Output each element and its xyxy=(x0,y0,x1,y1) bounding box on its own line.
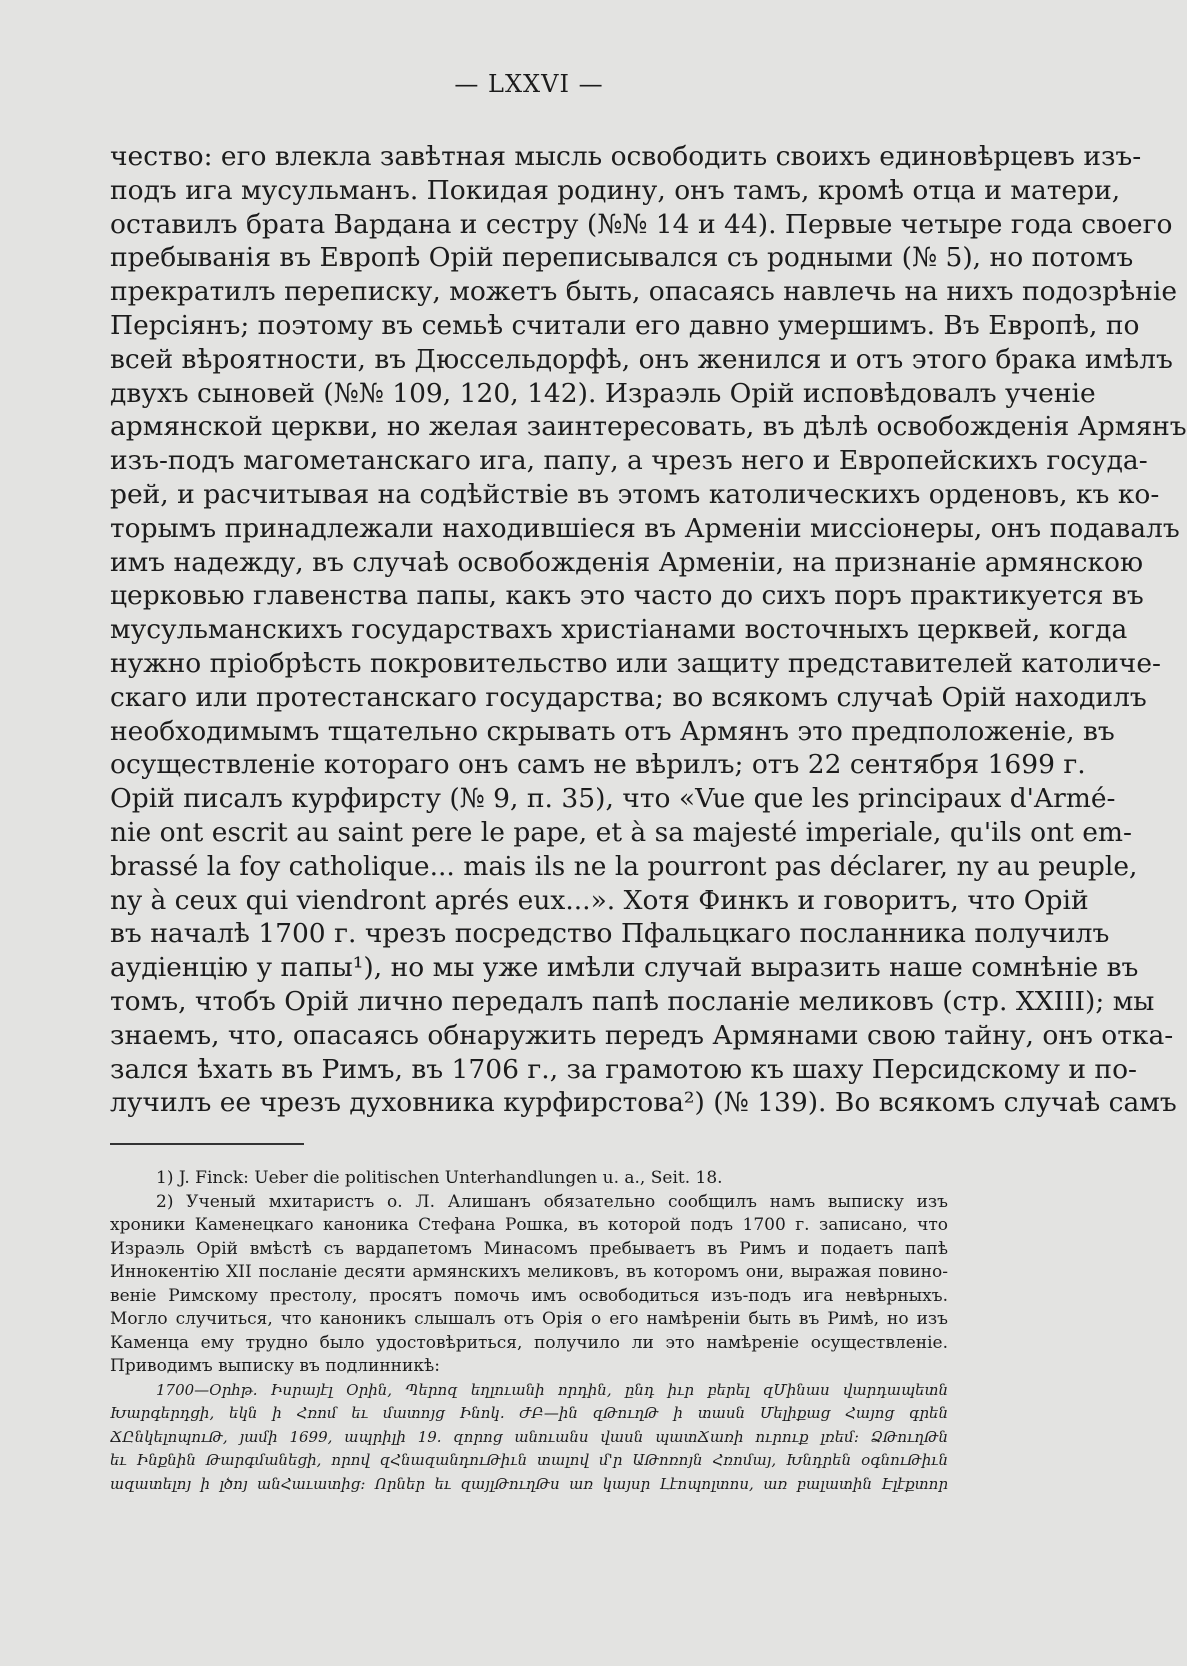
footnote-2-line: Иннокентію XII посланіе десяти армянскихъ меликовъ, въ которомъ они, выражая повино- xyxy=(110,1262,948,1283)
body-line: скаго или протестанскаго государства; во всякомъ случаѣ Орій находилъ xyxy=(110,681,1147,713)
body-line: изъ-подъ магометанскаго ига, папу, а чрезъ него и Европейскихъ госуда- xyxy=(110,445,1148,477)
body-line: торымъ принадлежали находившіеся въ Арменіи миссіонеры, онъ подавалъ xyxy=(110,512,1180,544)
body-line: brassé la foy catholique... mais ils ne la pourront pas déclarer, ny au peuple, xyxy=(110,850,1138,882)
body-line: мусульманскихъ государствахъ христіанами восточныхъ церквей, когда xyxy=(110,614,1128,646)
body-line: знаемъ, что, опасаясь обнаружить передъ Армянами свою тайну, онъ отка- xyxy=(110,1019,1174,1051)
body-line: рей, и расчитывая на содѣйствіе въ этомъ католическихъ орденовъ, къ ко- xyxy=(110,478,1160,510)
armenian-line: ՃԸնկելոպուԹ, յամի 1699, ապրիլի 19. զորոց անուանս վասն պատՃառի ուրուք լռեմ: ՁԹուղԹն xyxy=(110,1427,948,1446)
footnote-2-line: Каменца ему трудно было удостовѣриться, получило ли это намѣреніе осуществленіе. xyxy=(110,1332,948,1353)
footnotes xyxy=(110,1167,948,1496)
body-line: зался ѣхать въ Римъ, въ 1706 г., за грамотою къ шаху Персидскому и по- xyxy=(110,1053,1138,1085)
footnote-divider xyxy=(110,1143,304,1145)
body-line: лучилъ ее чрезъ духовника курфирстова²) (№ 139). Во всякомъ случаѣ самъ xyxy=(110,1087,1177,1119)
body-line: прекратилъ переписку, можетъ быть, опасаясь навлечь на нихъ подозрѣніе xyxy=(110,276,1178,308)
body-line: церковью главенства папы, какъ это часто до сихъ поръ практикуется въ xyxy=(110,580,1144,612)
body-line: оставилъ брата Вардана и сестру (№№ 14 и 44). Первые четыре года своего xyxy=(110,208,1173,240)
body-line: nie ont escrit au saint pere le pape, et à sa majesté imperiale, qu'ils ont em- xyxy=(110,816,1132,848)
body-line: Персіянъ; поэтому въ семьѣ считали его давно умершимъ. Въ Европѣ, по xyxy=(110,309,1140,341)
footnote-2-line: Могло случиться, что каноникъ слышалъ отъ Орія о его намѣреніи быть въ Римѣ, но изъ xyxy=(110,1309,948,1330)
main-text xyxy=(110,140,1187,1120)
armenian-line: ազատելոյ ի լծոյ անՀաւատից: Որներ եւ զայլԹուղԹս առ կայսր Լէոպոլտոս, առ բալատին Էլէքտոր xyxy=(110,1474,948,1493)
armenian-line: եւ Ինքնին Թարգմանեցի, որով զՀնազանդուԹիւն տալով մ'ր ԱԹոռոյն Հռոմայ, Խնդրեն օգնուԹիւն xyxy=(110,1451,948,1470)
footnote-2-line: Приводимъ выписку въ подлинникѣ: xyxy=(110,1356,440,1377)
armenian-quote xyxy=(110,1379,948,1497)
body-line: необходимымъ тщательно скрывать отъ Армянъ это предположеніе, въ xyxy=(110,715,1115,747)
body-line: нужно пріобрѣсть покровительство или защиту представителей католиче- xyxy=(110,647,1161,679)
footnote-2-line: Израэль Орій вмѣстѣ съ вардапетомъ Минасомъ пребываетъ въ Римъ и подаетъ папѣ xyxy=(110,1238,948,1259)
body-line: ny à ceux qui viendront aprés eux...». Хотя Финкъ и говоритъ, что Орій xyxy=(110,884,1089,916)
body-line: осуществленіе котораго онъ самъ не вѣрилъ; отъ 22 сентября 1699 г. xyxy=(110,749,1086,781)
footnote-2-line: хроники Каменецкаго каноника Стефана Рошка, въ которой подъ 1700 г. записано, что xyxy=(110,1215,948,1236)
body-line: подъ ига мусульманъ. Покидая родину, онъ тамъ, кромѣ отца и матери, xyxy=(110,174,1121,206)
body-line: пребыванія въ Европѣ Орій переписывался съ родными (№ 5), но потомъ xyxy=(110,242,1134,274)
footnote-2-line: 2) Ученый мхитаристъ о. Л. Алишанъ обязательно сообщилъ намъ выписку изъ xyxy=(156,1191,948,1212)
body-line: имъ надежду, въ случаѣ освобожденія Арменіи, на признаніе армянскою xyxy=(110,546,1144,578)
armenian-line: 1700—Օրհթ. Իսրայէլ Օրին, Պերոզ եղլուանի որդին, ընդ իւր բերել զՄինաս վարդապետն xyxy=(156,1380,948,1399)
footnote-2 xyxy=(110,1191,948,1379)
body-line: двухъ сыновей (№№ 109, 120, 142). Израэль Орій исповѣдовалъ ученіе xyxy=(110,377,1096,409)
body-line: армянской церкви, но желая заинтересовать, въ дѣлѣ освобожденія Армянъ xyxy=(110,411,1187,443)
body-line: Орій писалъ курфирсту (№ 9, п. 35), что «Vue que les principaux d'Armé- xyxy=(110,783,1116,815)
body-line: томъ, чтобъ Орій лично передалъ папѣ посланіе меликовъ (стр. XXIII); мы xyxy=(110,985,1155,1017)
footnote-1: 1) J. Finck: Ueber die politischen Unterhandlungen u. a., Seit. 18. xyxy=(156,1168,723,1189)
body-line: всей вѣроятности, въ Дюссельдорфѣ, онъ женился и отъ этого брака имѣлъ xyxy=(110,343,1173,375)
page-number: — LXXVI — xyxy=(454,70,604,98)
body-line: чество: его влекла завѣтная мысль освободить своихъ единовѣрцевъ изъ- xyxy=(110,141,1142,172)
footnote-2-line: веніе Римскому престолу, просятъ помочь имъ освободиться изъ-подъ ига невѣрныхъ. xyxy=(110,1285,948,1306)
armenian-line: Խարգերդցի, եկն ի Հռոմ եւ մատոյց Ինոկ. ԺԲ—ին զԹուղԹ ի տասն Մելիքաց Հայոց գրեն xyxy=(110,1404,948,1423)
body-line: въ началѣ 1700 г. чрезъ посредство Пфальцкаго посланника получилъ xyxy=(110,918,1110,950)
body-line: аудіенцію у папы¹), но мы уже имѣли случай выразить наше сомнѣніе въ xyxy=(110,952,1139,984)
